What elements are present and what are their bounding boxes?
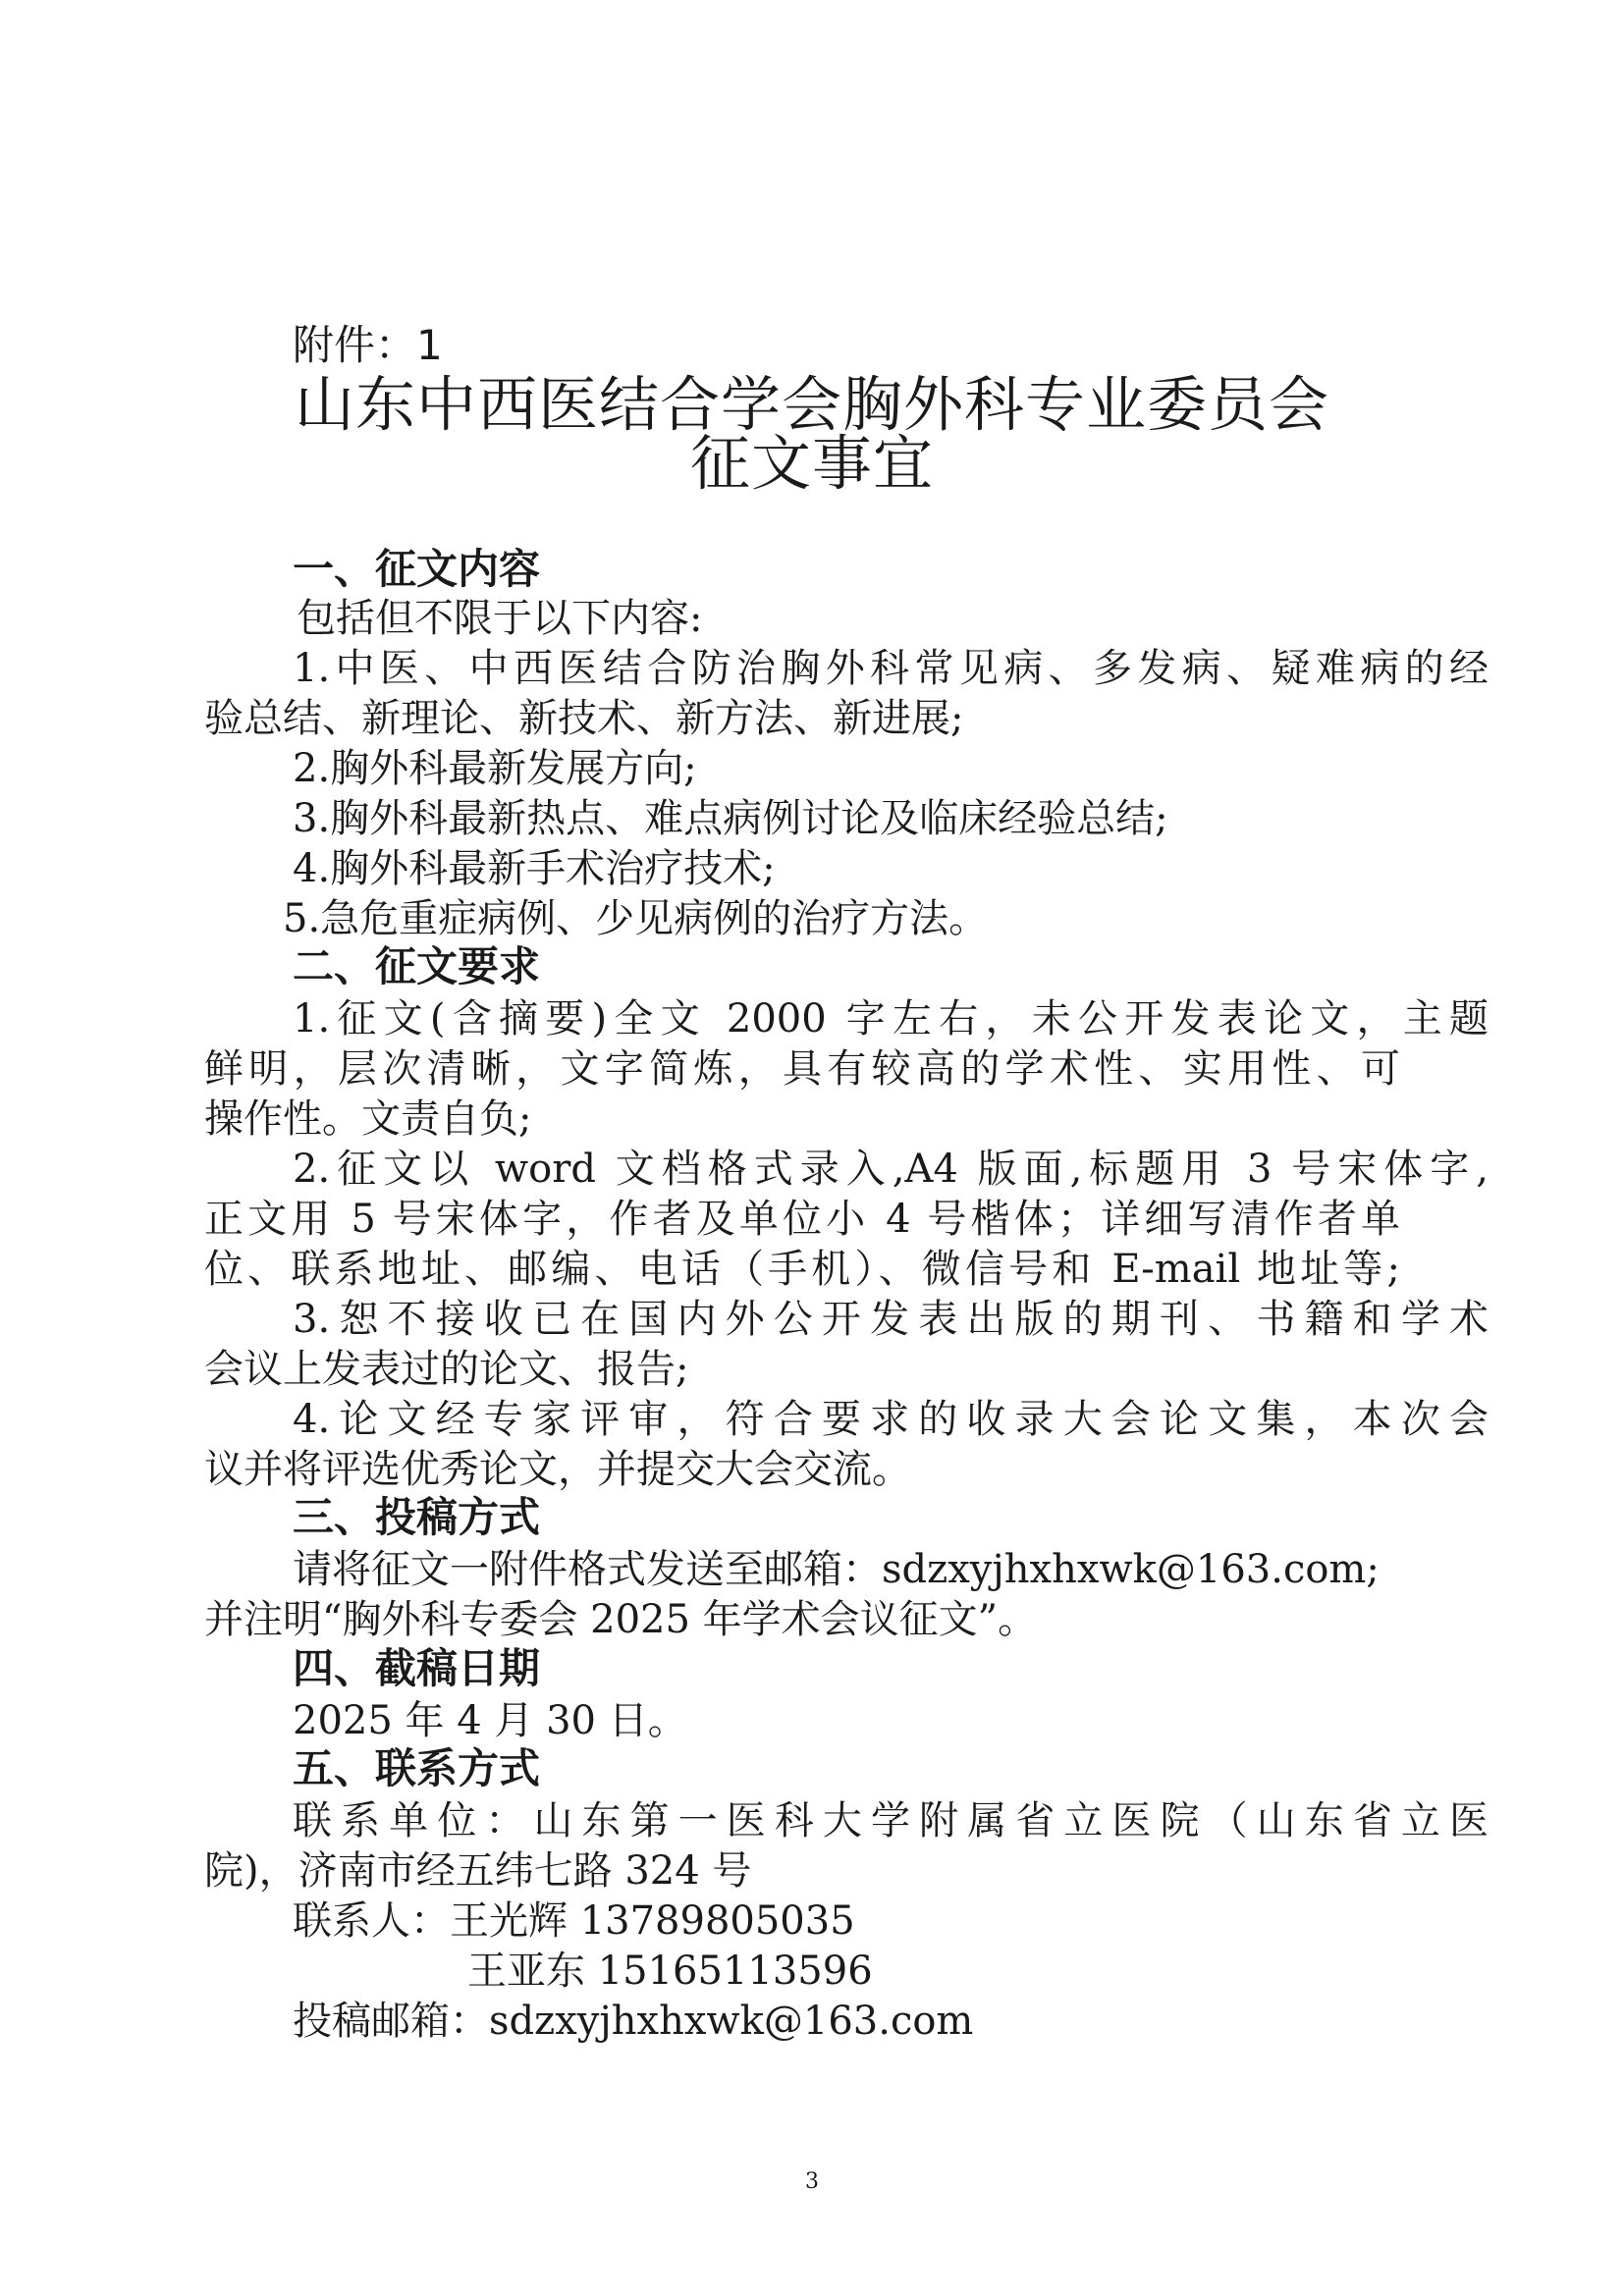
section5-unit-line1: 联系单位：山东第一医科大学附属省立医院（山东省立医: [293, 1798, 1489, 1843]
section1-heading: 一、征文内容: [293, 545, 541, 593]
section5-email: 投稿邮箱：sdzxyjhxhxwk@163.com: [293, 1999, 974, 2044]
section1-intro: 包括但不限于以下内容:: [297, 596, 703, 641]
section2-item1-line3: 操作性。文责自负;: [204, 1096, 532, 1142]
section1-item1-line1: 1.中医、中西医结合防治胸外科常见病、多发病、疑难病的经: [293, 646, 1489, 691]
section1-item4: 4.胸外科最新手术治疗技术;: [293, 846, 776, 891]
attachment-label: 附件：1: [293, 321, 443, 369]
section5-unit-line2: 院)，济南市经五纬七路 324 号: [204, 1848, 752, 1894]
document-title-line1: 山东中西医结合学会胸外科专业委员会: [294, 370, 1329, 440]
section2-item3-line1: 3.恕不接收已在国内外公开发表出版的期刊、书籍和学术: [293, 1297, 1489, 1342]
section2-item2-line2: 正文用 5 号宋体字，作者及单位小 4 号楷体；详细写清作者单: [204, 1197, 1400, 1242]
section2-item3-line2: 会议上发表过的论文、报告;: [204, 1347, 689, 1392]
section3-line1: 请将征文一附件格式发送至邮箱：sdzxyjhxhxwk@163.com;: [293, 1547, 1380, 1592]
section1-item3: 3.胸外科最新热点、难点病例讨论及临床经验总结;: [293, 796, 1168, 841]
section5-contact2: 王亚东 15165113596: [467, 1949, 873, 1994]
section1-item2: 2.胸外科最新发展方向;: [293, 746, 697, 791]
section1-item1-line2: 验总结、新理论、新技术、新方法、新进展;: [204, 696, 964, 741]
section2-item2-line3: 位、联系地址、邮编、电话（手机）、微信号和 E-mail 地址等;: [204, 1247, 1400, 1292]
section5-heading: 五、联系方式: [293, 1744, 541, 1792]
section3-line2: 并注明“胸外科专委会 2025 年学术会议征文”。: [204, 1597, 1038, 1642]
section2-heading: 二、征文要求: [293, 942, 541, 990]
section1-item5: 5.急危重症病例、少见病例的治疗方法。: [283, 896, 989, 941]
section3-heading: 三、投稿方式: [293, 1493, 541, 1541]
section4-date: 2025 年 4 月 30 日。: [293, 1698, 687, 1743]
page-number: 3: [805, 2169, 819, 2194]
document-title-line2: 征文事宜: [689, 429, 934, 499]
section5-contact1: 联系人：王光辉 13789805035: [293, 1898, 855, 1944]
section2-item2-line1: 2.征文以 word 文档格式录入,A4 版面,标题用 3 号宋体字,: [293, 1147, 1489, 1192]
section2-item1-line1: 1.征文(含摘要)全文 2000 字左右，未公开发表论文，主题: [293, 996, 1489, 1041]
section2-item4-line1: 4.论文经专家评审，符合要求的收录大会论文集，本次会: [293, 1397, 1489, 1442]
section2-item1-line2: 鲜明，层次清晰，文字简炼，具有较高的学术性、实用性、可: [204, 1046, 1400, 1092]
section4-heading: 四、截稿日期: [293, 1644, 541, 1692]
section2-item4-line2: 议并将评选优秀论文，并提交大会交流。: [204, 1447, 911, 1492]
